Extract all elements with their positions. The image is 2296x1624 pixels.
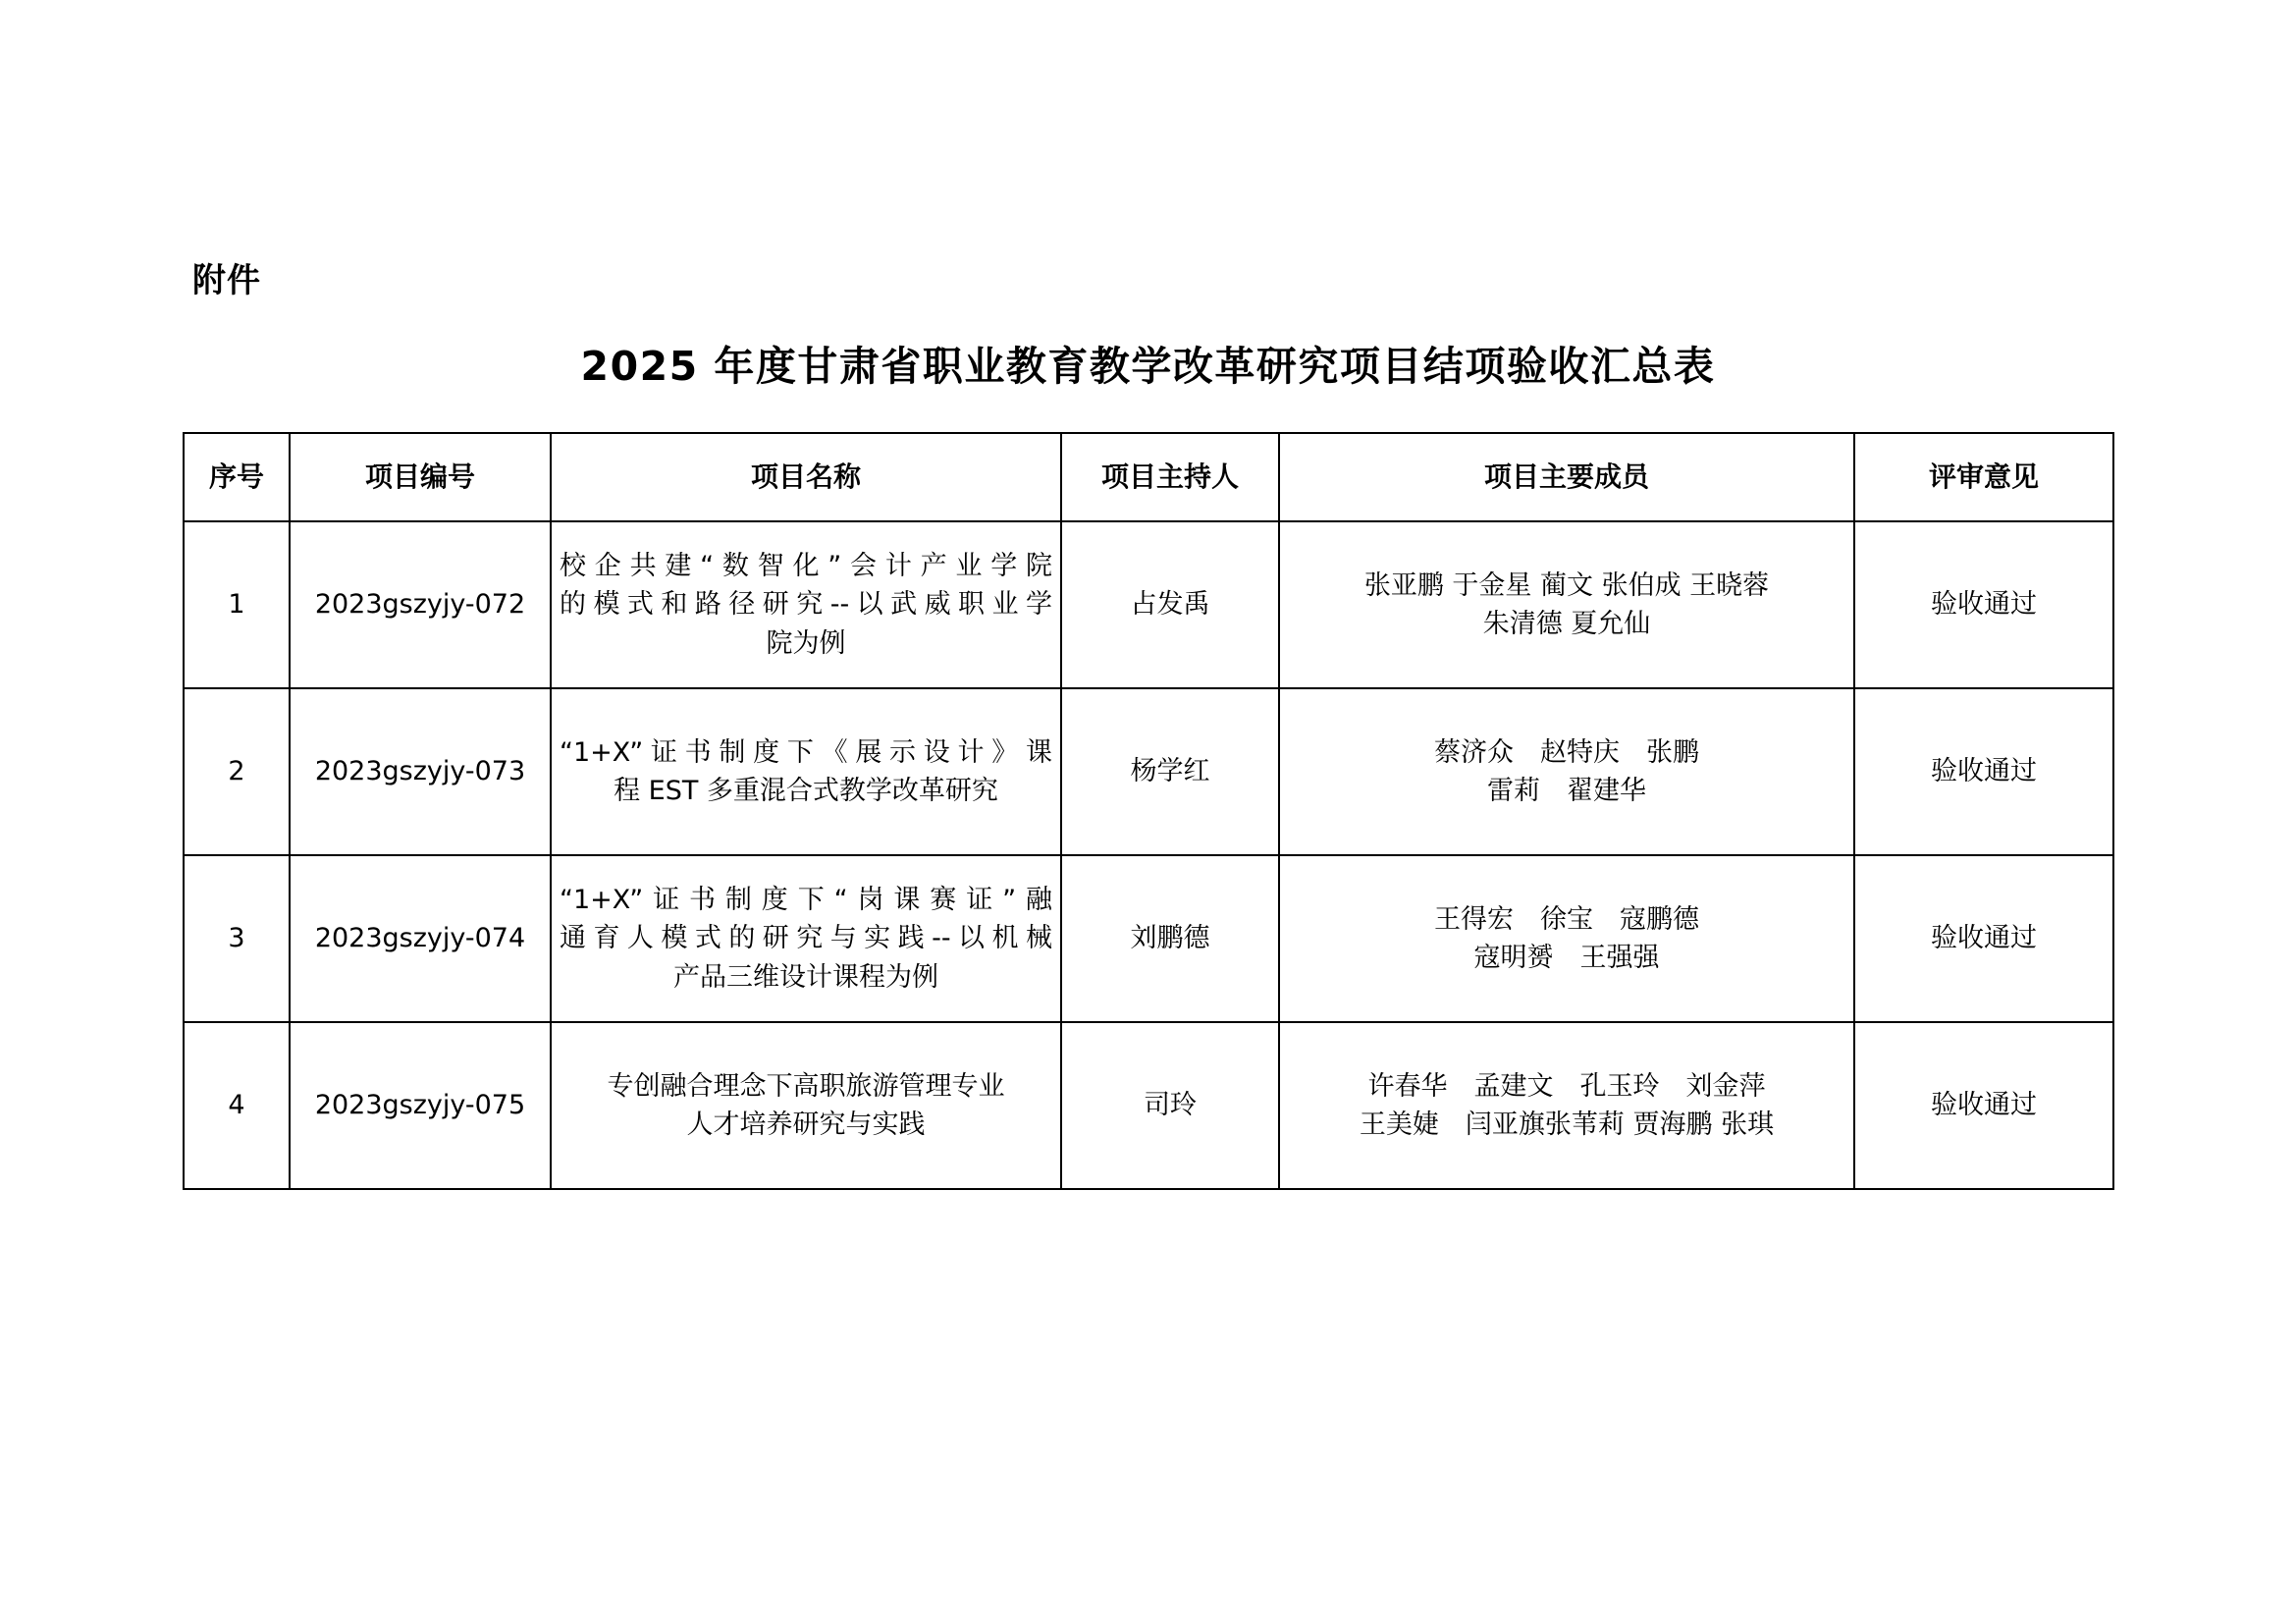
table-body: [184, 521, 2113, 1189]
cell-opinion: 验收通过: [1854, 855, 2113, 1022]
table-row: [184, 521, 2113, 688]
cell-name-line: 产品三维设计课程为例: [673, 961, 938, 993]
column-header-members: 项目主要成员: [1279, 433, 1854, 521]
summary-table-container: [183, 432, 2112, 1190]
cell-leader: 占发禹: [1061, 521, 1279, 688]
cell-members-line: 雷莉 翟建华: [1487, 776, 1646, 806]
cell-no: 3: [184, 855, 290, 1022]
page-title: 2025 年度甘肃省职业教育教学改革研究项目结项验收汇总表: [580, 343, 1716, 390]
column-header-name: 项目名称: [551, 433, 1061, 521]
cell-members-line: 蔡济众 赵特庆 张鹏: [1434, 736, 1699, 768]
cell-members-line: 许春华 孟建文 孔玉玲 刘金萍: [1367, 1070, 1766, 1102]
cell-leader: 司玲: [1061, 1022, 1279, 1189]
cell-members-line: 张亚鹏 于金星 蔺文 张伯成 王晓蓉: [1363, 569, 1770, 601]
cell-members: [1279, 688, 1854, 855]
cell-members-line: 王得宏 徐宝 寇鹏德: [1434, 903, 1699, 935]
cell-code: 2023gszyjy-075: [290, 1022, 551, 1189]
cell-members: [1279, 521, 1854, 688]
cell-members-line: 王美婕 闫亚旗张苇莉 贾海鹏 张琪: [1359, 1110, 1775, 1140]
cell-members-line: 朱清德 夏允仙: [1482, 609, 1651, 639]
cell-name-line: 院为例: [766, 627, 846, 659]
column-header-leader: 项目主持人: [1061, 433, 1279, 521]
cell-name: [551, 521, 1061, 688]
attachment-label: 附件: [192, 261, 261, 300]
cell-name-line: 程 EST 多重混合式教学改革研究: [614, 776, 998, 806]
cell-name-line: 通育人模式的研究与实践--以机械: [560, 923, 1052, 954]
cell-members: [1279, 1022, 1854, 1189]
cell-name: [551, 855, 1061, 1022]
table-row: [184, 855, 2113, 1022]
cell-code: 2023gszyjy-073: [290, 688, 551, 855]
table-row: [184, 1022, 2113, 1189]
column-header-no: 序号: [184, 433, 290, 521]
cell-name: [551, 688, 1061, 855]
column-header-code: 项目编号: [290, 433, 551, 521]
cell-members-line: 寇明赟 王强强: [1473, 943, 1660, 973]
cell-no: 2: [184, 688, 290, 855]
cell-name-line: 专创融合理念下高职旅游管理专业: [607, 1070, 1005, 1102]
cell-name-line: “1+X”证书制度下《展示设计》课: [560, 736, 1052, 768]
cell-name: [551, 1022, 1061, 1189]
column-header-opinion: 评审意见: [1854, 433, 2113, 521]
project-summary-table: [183, 432, 2114, 1190]
table-header-row: [184, 433, 2113, 521]
cell-leader: 刘鹏德: [1061, 855, 1279, 1022]
cell-leader: 杨学红: [1061, 688, 1279, 855]
table-row: [184, 688, 2113, 855]
cell-opinion: 验收通过: [1854, 688, 2113, 855]
cell-opinion: 验收通过: [1854, 521, 2113, 688]
cell-name-line: 的模式和路径研究--以武威职业学: [560, 589, 1052, 621]
cell-no: 4: [184, 1022, 290, 1189]
cell-name-line: “1+X”证书制度下“岗课赛证”融: [560, 885, 1052, 916]
cell-opinion: 验收通过: [1854, 1022, 2113, 1189]
cell-name-line: 校企共建“数智化”会计产业学院: [560, 551, 1052, 582]
cell-code: 2023gszyjy-074: [290, 855, 551, 1022]
cell-members: [1279, 855, 1854, 1022]
cell-code: 2023gszyjy-072: [290, 521, 551, 688]
cell-name-line: 人才培养研究与实践: [686, 1110, 926, 1140]
cell-no: 1: [184, 521, 290, 688]
